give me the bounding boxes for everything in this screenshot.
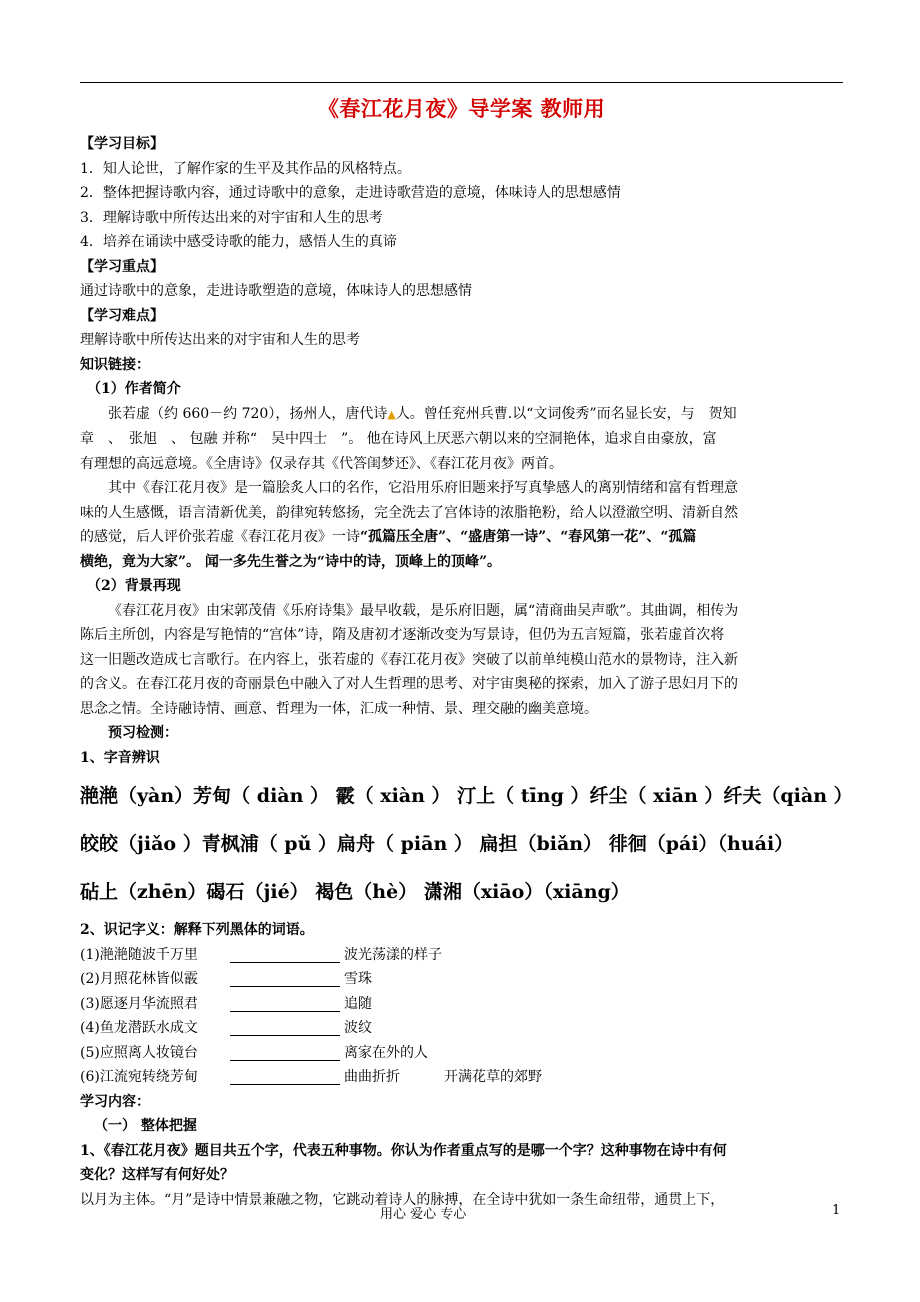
author-paragraph-line: 章 、 张旭 、 包融 并称“ 吴中四士 ”。 他在诗风上厌恶六朝以来的空洞艳体，追求自由豪放，富 [80,431,717,447]
vocab-row: (1)滟滟随波千万里 波光荡漾的样子 [80,946,442,963]
vocab-row: (3)愿逐月华流照君 追随 [80,995,372,1012]
answer-blank [230,1044,340,1061]
answer-line: 以月为主体。“月”是诗中情景兼融之物，它跳动着诗人的脉搏，在全诗中犹如一条生命纽带，通贯上下， [80,1191,725,1208]
vocab-heading: 2、识记字义：解释下列黑体的词语。 [80,922,314,938]
author-paragraph-line: 其中《春江花月夜》是一篇脍炙人口的名作，它沿用乐府旧题来抒写真挚感人的离别情绪和富有哲理意 [108,480,738,496]
answer-blank [230,970,340,987]
difficulty-heading: 【学习难点】 [80,307,164,324]
answer-blank [230,946,340,963]
background-line: 陈后主所创，内容是写艳情的“宫体”诗，隋及唐初才逐渐改变为写景诗，但仍为五言短篇，张若虚首次将 [80,627,725,643]
vocab-row: (4)鱼龙潜跃水成文 波纹 [80,1020,372,1036]
objective-item: 4．培养在诵读中感受诗歌的能力，感悟人生的真谛 [80,234,397,250]
vocab-row: (5)应照离人妆镜台 离家在外的人 [80,1044,428,1061]
pronunciation-line: 皎皎（jiǎo ）青枫浦（ pǔ ）扁舟（ piān ） 扁担（biǎn） 徘徊（pái）（huái） [80,833,794,855]
document-body [80,132,853,1212]
answer-blank [230,1068,340,1085]
pronunciation-line: 砧上（zhēn）碣石（jié） 褐色（hè） 潇湘（xiāo）（xiāng） [80,881,630,903]
author-heading: （1）作者简介 [87,381,181,397]
question-line: 变化？这样写有何好处？ [80,1167,234,1183]
background-line: 思念之情。全诗融诗情、画意、哲理为一体，汇成一种情、景、理交融的幽美意境。 [80,700,598,717]
section-heading: （一） 整体把握 [94,1118,197,1134]
pronunciation-heading: 1、字音辨识 [80,749,160,766]
vocab-row: (2)月照花林皆似霰 雪珠 [80,971,372,987]
objectives-heading: 【学习目标】 [80,136,164,152]
objective-item: 1．知人论世，了解作家的生平及其作品的风格特点。 [80,160,411,177]
background-line: 《春江花月夜》由宋郭茂倩《乐府诗集》最早收载，是乐府旧题，属“清商曲吴声歌”。其曲调，相传为 [108,602,739,619]
footer-text: 用心 爱心 专心 [380,1207,467,1222]
author-paragraph-line: 的感觉，后人评价张若虚《春江花月夜》一诗“孤篇压全唐”、“盛唐第一诗”、“春风第一花”、“孤篇 [80,529,697,545]
background-heading: （2）背景再现 [87,578,181,594]
objective-item: 2．整体把握诗歌内容，通过诗歌中的意象，走进诗歌营造的意境，体味诗人的思想感情 [80,185,621,201]
answer-blank [230,1019,340,1036]
key-point-text: 通过诗歌中的意象，走进诗歌塑造的意境，体味诗人的思想感情 [80,283,472,299]
author-paragraph-line: 横绝，竟为大家”。 闻一多先生誉之为“诗中的诗，顶峰上的顶峰”。 [80,553,502,570]
answer-blank [230,995,340,1012]
preview-heading: 预习检测： [108,725,178,741]
header-rule [80,82,843,83]
background-line: 的含义。在春江花月夜的奇丽景色中融入了对人生哲理的思考、对宇宙奥秘的探索，加入了游子思妇月下的 [80,676,738,692]
question-line: 1、《春江花月夜》题目共五个字，代表五种事物。你认为作者重点写的是哪一个字？这种事物在诗中有何 [80,1142,727,1159]
key-point-heading: 【学习重点】 [80,258,164,275]
pronunciation-line: 滟滟（yàn）芳甸（ diàn ） 霰（ xiàn ） 汀上（ tīng ）纤尘（ xiān ）纤夫（qiàn ） [80,785,853,807]
vocab-row: (6)江流宛转绕芳甸 曲曲折折 开满花草的郊野 [80,1069,542,1085]
stray-dot-mark: ▲ [387,407,396,421]
page-number: 1 [832,1203,841,1218]
author-paragraph-line: 张若虚（约 660－约 720），扬州人，唐代诗▲人。曾任兖州兵曹.以“文词俊秀”而名显长安，与 贺知 [108,405,737,422]
difficulty-text: 理解诗歌中所传达出来的对宇宙和人生的思考 [80,332,360,348]
objective-item: 3．理解诗歌中所传达出来的对宇宙和人生的思考 [80,209,383,226]
author-paragraph-line: 有理想的高远意境。《全唐诗》仅录存其《代答闺梦还》、《春江花月夜》两首。 [80,455,563,472]
author-paragraph-line: 味的人生感慨，语言清新优美，韵律宛转悠扬，完全洗去了宫体诗的浓脂艳粉，给人以澄澈空明、清新自然 [80,504,738,521]
knowledge-heading: 知识链接： [80,356,150,373]
study-heading: 学习内容： [80,1093,150,1110]
background-line: 这一旧题改造成七言歌行。在内容上，张若虚的《春江花月夜》突破了以前单纯模山范水的景物诗，注入新 [80,651,738,668]
page-title: 《春江花月夜》导学案 教师用 [317,96,606,121]
